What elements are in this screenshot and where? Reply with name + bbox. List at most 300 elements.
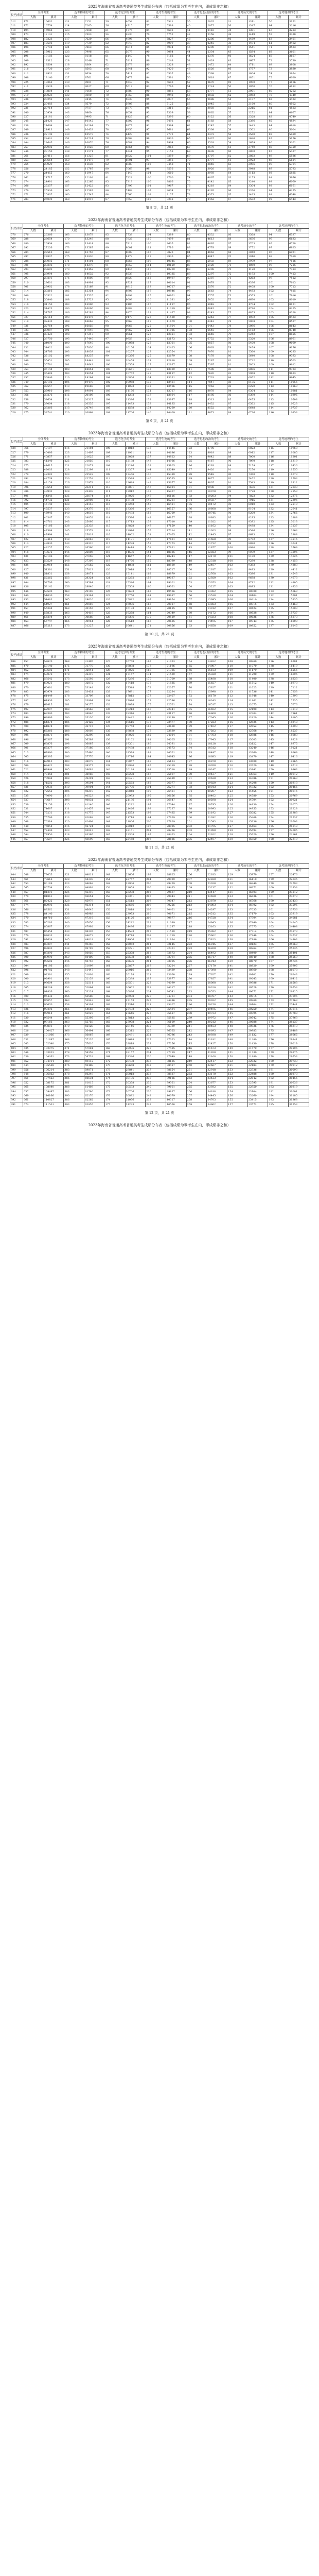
value-cell: 18105 [289, 716, 309, 720]
value-cell: 3112 [247, 172, 268, 176]
value-cell: 17223 [207, 720, 227, 724]
value-cell: 154 [227, 1077, 248, 1081]
value-cell: 9069 [289, 342, 309, 346]
value-cell: 20317 [84, 398, 105, 402]
value-cell: 350 [64, 955, 84, 959]
value-cell: 6255 [289, 189, 309, 193]
value-cell: 3462 [289, 42, 309, 46]
value-cell: 102 [104, 380, 125, 384]
header-cumulative: 累计 [125, 655, 146, 660]
value-cell: 341 [64, 942, 84, 946]
table-row [10, 981, 309, 986]
value-cell: 35207 [166, 1003, 186, 1007]
value-cell: 160 [268, 899, 289, 903]
score-cell: 476 [10, 703, 23, 707]
value-cell: 215 [186, 912, 207, 916]
header-all: 全体考生 [23, 224, 64, 229]
score-cell: 602 [10, 63, 23, 67]
value-cell: 163 [146, 602, 166, 606]
value-cell: 373 [64, 1033, 84, 1038]
value-cell: 10281 [289, 389, 309, 393]
value-cell: 6348 [289, 193, 309, 197]
value-cell: 1419 [247, 33, 268, 37]
value-cell: 70 [227, 268, 248, 272]
value-cell: 2945 [207, 102, 227, 106]
value-cell: 9503 [289, 359, 309, 363]
value-cell: 173 [104, 1090, 125, 1094]
score-cell: 595 [10, 93, 23, 97]
value-cell: 43942 [43, 490, 64, 494]
value-cell: 18679 [247, 960, 268, 964]
value-cell: 23411 [43, 154, 64, 158]
value-cell: 17045 [207, 716, 227, 720]
score-cell: 470 [10, 729, 23, 733]
value-cell: 28025 [166, 824, 186, 828]
value-cell: 94209 [43, 986, 64, 990]
value-cell: 25134 [166, 759, 186, 764]
value-cell: 27788 [289, 1012, 309, 1016]
value-cell: 24852 [84, 516, 105, 520]
value-cell: 66 [268, 55, 289, 59]
value-cell: 162 [268, 917, 289, 921]
value-cell: 85 [227, 385, 248, 389]
value-cell: 42382 [43, 472, 64, 477]
value-cell: 95 [268, 197, 289, 201]
value-cell: 261 [23, 154, 44, 158]
value-cell: 214 [186, 908, 207, 912]
value-cell: 435 [23, 564, 44, 568]
value-cell: 26925 [289, 990, 309, 994]
value-cell: 43690 [84, 837, 105, 841]
value-cell: 14298 [125, 542, 146, 546]
value-cell: 8225 [289, 307, 309, 311]
value-cell: 120 [268, 490, 289, 494]
value-cell: 8019 [289, 298, 309, 302]
value-cell: 9093 [125, 298, 146, 302]
value-cell: 97 [146, 159, 166, 163]
value-cell: 378 [64, 1050, 84, 1055]
value-cell: 37485 [166, 1046, 186, 1050]
value-cell: 24408 [289, 925, 309, 929]
value-cell: 29435 [166, 886, 186, 890]
value-cell: 24376 [84, 507, 105, 511]
value-cell: 22953 [289, 886, 309, 890]
value-cell: 58 [227, 120, 248, 124]
value-cell: 14545 [166, 447, 186, 451]
value-cell: 5614 [289, 159, 309, 163]
value-cell: 128 [104, 669, 125, 673]
value-cell: 20848 [125, 790, 146, 794]
value-cell: 122 [268, 494, 289, 498]
value-cell: 44 [186, 50, 207, 54]
value-cell: 121 [104, 555, 125, 559]
value-cell: 89990 [43, 955, 64, 959]
value-cell: 8178 [125, 255, 146, 259]
value-cell: 198 [146, 811, 166, 816]
value-cell: 7313 [125, 180, 146, 184]
header-history: 选考历史的考生 [227, 651, 268, 655]
header-count: 人数 [146, 229, 166, 233]
value-cell: 234 [186, 994, 207, 998]
value-cell: 132 [186, 490, 207, 494]
value-cell: 28488 [289, 1029, 309, 1033]
value-cell: 361 [64, 1012, 84, 1016]
value-cell: 152 [268, 785, 289, 789]
value-cell: 315 [64, 803, 84, 807]
value-cell: 133 [227, 895, 248, 899]
value-cell: 11176 [125, 389, 146, 393]
value-cell: 16768 [247, 899, 268, 903]
table-row [10, 102, 309, 106]
value-cell: 6328 [166, 63, 186, 67]
value-cell: 38 [227, 33, 248, 37]
value-cell: 18399 [166, 559, 186, 563]
table-row [10, 729, 309, 733]
value-cell: 114 [268, 394, 289, 398]
value-cell: 121 [227, 759, 248, 764]
value-cell: 27398 [207, 969, 227, 973]
value-cell: 4029 [289, 76, 309, 80]
value-cell: 10472 [207, 503, 227, 507]
value-cell: 216 [64, 447, 84, 451]
value-cell: 5086 [247, 324, 268, 328]
value-cell: 380 [64, 1059, 84, 1063]
value-cell: 89 [268, 167, 289, 171]
value-cell: 505 [23, 755, 44, 759]
value-cell: 669 [23, 1094, 44, 1098]
value-cell: 97 [268, 246, 289, 250]
value-cell: 20688 [247, 1021, 268, 1025]
value-cell: 55 [227, 107, 248, 111]
value-cell: 29626 [84, 598, 105, 602]
value-cell: 444 [23, 602, 44, 606]
value-cell: 70984 [43, 777, 64, 781]
value-cell: 24717 [43, 176, 64, 180]
header-cumulative: 累计 [125, 442, 146, 447]
value-cell: 1494 [247, 42, 268, 46]
value-cell: 8259 [166, 154, 186, 158]
value-cell: 96670 [43, 1003, 64, 1007]
value-cell: 118 [64, 63, 84, 67]
value-cell: 2160 [247, 102, 268, 106]
score-cell: 516 [10, 499, 23, 503]
table-body [10, 20, 309, 202]
value-cell: 2620 [247, 137, 268, 141]
score-table [10, 224, 309, 415]
value-cell: 29361 [84, 594, 105, 598]
value-cell: 120 [227, 751, 248, 755]
value-cell: 280 [64, 682, 84, 686]
value-cell: 186 [186, 755, 207, 759]
header-count: 人数 [186, 655, 207, 660]
page-footer: 第 10 页，共 21 页 [145, 632, 174, 637]
value-cell: 141 [104, 759, 125, 764]
value-cell: 105 [268, 329, 289, 333]
value-cell: 124 [146, 346, 166, 350]
value-cell: 175 [268, 1016, 289, 1020]
value-cell: 84 [227, 376, 248, 380]
value-cell: 7179 [247, 464, 268, 468]
value-cell: 12422 [84, 184, 105, 189]
value-cell: 23058 [125, 886, 146, 890]
value-cell: 44662 [84, 882, 105, 886]
document-page [0, 3, 319, 213]
value-cell: 133 [64, 50, 84, 54]
value-cell: 25857 [125, 964, 146, 968]
value-cell: 14536 [125, 550, 146, 554]
value-cell: 39361 [166, 1081, 186, 1085]
value-cell: 63886 [43, 716, 64, 720]
value-cell: 182 [146, 716, 166, 720]
value-cell: 19857 [125, 759, 146, 764]
value-cell: 24991 [43, 180, 64, 184]
value-cell: 340 [23, 363, 44, 367]
value-cell: 18262 [247, 947, 268, 951]
table-body [10, 660, 309, 842]
value-cell: 13069 [166, 367, 186, 371]
value-cell: 7915 [247, 499, 268, 503]
value-cell: 121 [104, 577, 125, 581]
value-cell: 127 [268, 537, 289, 541]
value-cell: 22522 [84, 472, 105, 477]
value-cell: 92 [146, 80, 166, 84]
table-row [10, 1090, 309, 1094]
value-cell: 39366 [43, 406, 64, 411]
value-cell: 401 [23, 494, 44, 498]
value-cell: 142 [146, 481, 166, 485]
value-cell: 111 [268, 367, 289, 371]
value-cell: 134 [146, 376, 166, 380]
value-cell: 109 [104, 472, 125, 477]
score-cell: 514 [10, 507, 23, 511]
header-count: 人数 [23, 229, 44, 233]
value-cell: 14135 [166, 402, 186, 406]
value-cell: 440 [23, 572, 44, 576]
value-cell: 104 [146, 172, 166, 176]
value-cell: 142 [64, 124, 84, 128]
score-cell: 508 [10, 533, 23, 537]
value-cell: 561 [23, 877, 44, 882]
value-cell: 457 [23, 607, 44, 611]
score-cell: 594 [10, 98, 23, 102]
header-cumulative: 累计 [84, 442, 105, 447]
value-cell: 13263 [289, 529, 309, 533]
value-cell: 271 [23, 193, 44, 197]
value-cell: 59 [227, 128, 248, 132]
value-cell: 332 [23, 346, 44, 350]
value-cell: 22476 [289, 873, 309, 877]
value-cell: 121 [268, 499, 289, 503]
value-cell: 279 [23, 189, 44, 193]
table-row [10, 677, 309, 681]
value-cell: 7826 [125, 238, 146, 242]
value-cell: 70 [186, 159, 207, 163]
value-cell: 17945 [207, 738, 227, 742]
header-geography: 选考地理的考生 [268, 651, 309, 655]
value-cell: 66 [227, 189, 248, 193]
value-cell: 101697 [43, 1038, 64, 1042]
value-cell: 153 [64, 145, 84, 149]
value-cell: 59 [104, 20, 125, 24]
value-cell: 38887 [166, 1072, 186, 1076]
value-cell: 233 [64, 485, 84, 489]
score-cell: 443 [10, 877, 23, 882]
value-cell: 225 [146, 999, 166, 1003]
value-cell: 137 [104, 747, 125, 751]
value-cell: 23870 [207, 899, 227, 903]
value-cell: 8538 [125, 272, 146, 276]
value-cell: 12467 [207, 564, 227, 568]
value-cell: 152 [146, 512, 166, 516]
value-cell: 108175 [43, 1081, 64, 1085]
value-cell: 54483 [43, 598, 64, 602]
value-cell: 126 [64, 85, 84, 89]
value-cell: 221 [64, 464, 84, 468]
score-cell: 482 [10, 677, 23, 681]
value-cell: 10284 [84, 124, 105, 128]
value-cell: 144 [104, 807, 125, 811]
value-cell: 122 [146, 307, 166, 311]
value-cell: 21426 [43, 120, 64, 124]
value-cell: 22202 [207, 833, 227, 837]
value-cell: 146 [268, 747, 289, 751]
score-cell: 603 [10, 59, 23, 63]
value-cell: 318 [64, 833, 84, 837]
value-cell: 11493 [125, 402, 146, 406]
value-cell: 85 [104, 180, 125, 184]
value-cell: 29601 [43, 281, 64, 285]
value-cell: 103 [146, 193, 166, 197]
value-cell: 37180 [84, 747, 105, 751]
score-cell: 483 [10, 673, 23, 677]
table-row [10, 1059, 309, 1063]
value-cell: 201 [64, 363, 84, 367]
value-cell: 2053 [247, 93, 268, 97]
score-cell: 548 [10, 329, 23, 333]
value-cell: 257 [186, 1094, 207, 1098]
value-cell: 164 [146, 581, 166, 585]
value-cell: 234 [146, 1050, 166, 1055]
value-cell: 25569 [289, 955, 309, 959]
value-cell: 208 [186, 882, 207, 886]
value-cell: 108 [104, 464, 125, 468]
value-cell: 3502 [247, 197, 268, 201]
value-cell: 9176 [289, 346, 309, 350]
header-count: 人数 [104, 869, 125, 873]
value-cell: 32168 [207, 1055, 227, 1059]
value-cell: 76854 [43, 824, 64, 828]
value-cell: 140 [268, 682, 289, 686]
value-cell: 13482 [125, 512, 146, 516]
value-cell: 31185 [289, 1094, 309, 1098]
value-cell: 5014 [125, 46, 146, 50]
value-cell: 3808 [289, 63, 309, 67]
value-cell: 313 [64, 816, 84, 820]
value-cell: 14955 [247, 807, 268, 811]
value-cell: 2334 [207, 50, 227, 54]
value-cell: 104 [146, 233, 166, 238]
value-cell: 117 [64, 37, 84, 41]
value-cell: 15882 [125, 598, 146, 602]
header-chemistry: 选考化学的考生 [104, 11, 145, 15]
score-cell: 438 [10, 899, 23, 903]
score-cell: 439 [10, 895, 23, 899]
value-cell: 27307 [84, 559, 105, 563]
header-biology: 选考生物的考生 [146, 651, 186, 655]
value-cell: 18244 [166, 555, 186, 559]
table-row [10, 460, 309, 464]
value-cell: 11877 [207, 546, 227, 550]
value-cell: 18128 [207, 742, 227, 746]
header-physics: 选考物理的考生 [64, 651, 104, 655]
value-cell: 135 [227, 925, 248, 929]
value-cell: 373 [64, 1055, 84, 1059]
header-cumulative: 累计 [166, 869, 186, 873]
value-cell: 30256 [166, 904, 186, 908]
value-cell: 81 [186, 238, 207, 242]
value-cell: 98 [227, 542, 248, 546]
value-cell: 88 [268, 159, 289, 163]
value-cell: 3283 [289, 28, 309, 32]
score-cell: 407 [10, 1033, 23, 1038]
value-cell: 152 [268, 799, 289, 803]
table-body [10, 873, 309, 1107]
value-cell: 113 [227, 703, 248, 707]
value-cell: 17112 [289, 686, 309, 690]
value-cell: 7728 [247, 490, 268, 494]
value-cell: 21625 [84, 455, 105, 459]
value-cell: 10846 [166, 290, 186, 294]
header-cumulative: 累计 [247, 229, 268, 233]
value-cell: 149 [227, 1033, 248, 1038]
value-cell: 71 [227, 263, 248, 267]
value-cell: 600 [23, 977, 44, 981]
value-cell: 135 [268, 620, 289, 624]
value-cell: 10269 [166, 268, 186, 272]
value-cell: 25905 [289, 964, 309, 968]
value-cell: 12915 [84, 197, 105, 201]
value-cell: 193 [64, 315, 84, 319]
value-cell: 171 [268, 994, 289, 998]
value-cell: 7681 [166, 128, 186, 132]
value-cell: 212 [23, 72, 44, 76]
value-cell: 198 [64, 354, 84, 359]
value-cell: 35422 [84, 720, 105, 724]
table-body [10, 447, 309, 629]
value-cell: 241 [64, 533, 84, 537]
value-cell: 14898 [125, 564, 146, 568]
value-cell: 44011 [84, 873, 105, 877]
value-cell: 94 [227, 494, 248, 498]
table-row [10, 50, 309, 54]
value-cell: 85 [146, 46, 166, 50]
table-row [10, 128, 309, 132]
value-cell: 170 [64, 238, 84, 242]
value-cell: 31297 [166, 925, 186, 929]
table-row [10, 255, 309, 259]
value-cell: 13727 [166, 389, 186, 393]
value-cell: 126 [227, 803, 248, 807]
value-cell: 150 [268, 781, 289, 785]
value-cell: 11623 [247, 686, 268, 690]
value-cell: 31233 [125, 1103, 146, 1107]
value-cell: 157 [64, 184, 84, 189]
value-cell: 8118 [84, 55, 105, 59]
page-title: 2023年海南省普通高考普通类考生成绩分布表（包括成绩为零考生在内，即成绩非之和） [88, 1123, 231, 1128]
value-cell: 18213 [125, 707, 146, 711]
value-cell: 5297 [207, 272, 227, 276]
value-cell: 366 [64, 1029, 84, 1033]
